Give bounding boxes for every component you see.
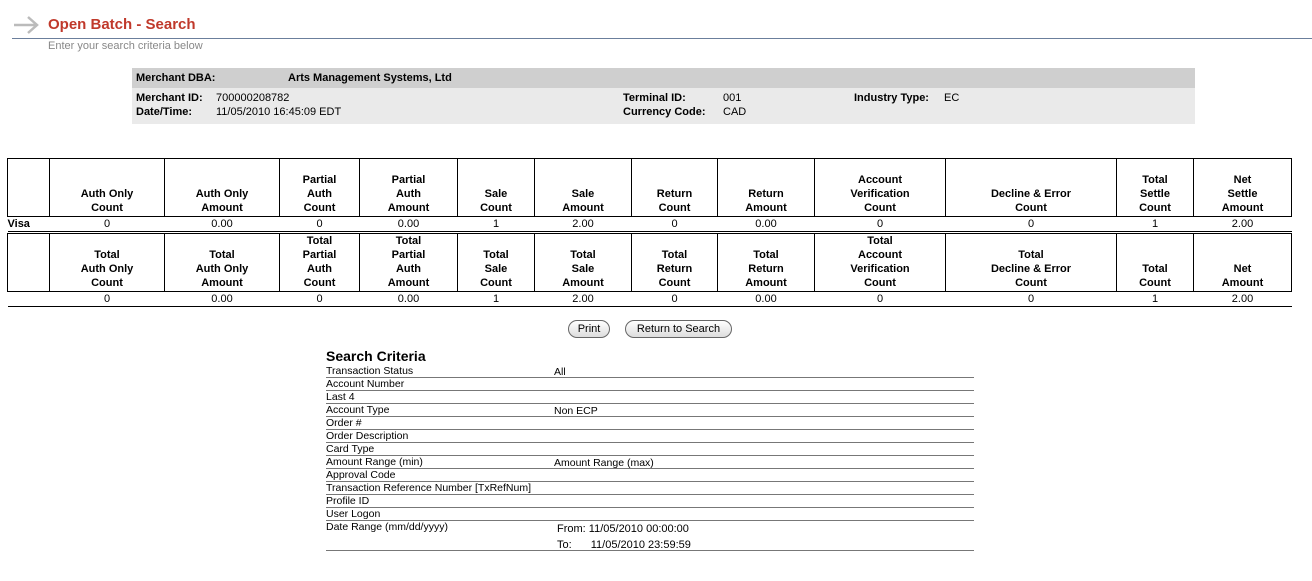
column-header-line: Sale — [484, 263, 508, 275]
column-header-line: Partial — [391, 249, 426, 261]
column-header-line: Total — [570, 249, 596, 261]
date-from — [557, 523, 689, 535]
criteria-row — [326, 482, 974, 495]
column-header-line: Auth — [306, 188, 333, 200]
column-header-line: Total — [661, 249, 688, 261]
arrow-right-icon — [12, 12, 42, 38]
table-cell: 0.00 — [165, 292, 280, 307]
column-header-line — [458, 159, 534, 173]
column-header-line: Account — [858, 174, 902, 186]
column-header-line — [280, 159, 359, 173]
column-header-line — [535, 159, 631, 173]
column-header-line: Total — [753, 249, 779, 261]
table-cell: 0.00 — [718, 217, 815, 232]
column-header-line: Count — [480, 202, 512, 214]
table-cell: 0 — [280, 292, 360, 307]
column-header-line — [946, 159, 1116, 173]
column-header-line — [1117, 234, 1193, 248]
column-header-line — [8, 248, 49, 262]
column-header-line — [8, 187, 49, 201]
column-header-line: Total — [306, 235, 333, 247]
column-header-line: Verification — [850, 263, 910, 275]
column-header-line: Count — [1015, 202, 1047, 214]
criteria-label: Account Number — [326, 378, 405, 390]
column-header-line — [8, 159, 49, 173]
column-header-line — [1194, 234, 1291, 248]
column-header — [718, 159, 815, 217]
table-cell: 0.00 — [718, 292, 815, 307]
column-header — [535, 159, 632, 217]
column-header-line — [8, 276, 49, 290]
merchant-dba-label: Merchant DBA: — [136, 72, 216, 84]
column-header-line — [718, 234, 814, 248]
criteria-label: Profile ID — [326, 495, 370, 507]
column-header-line: Auth Only — [80, 188, 134, 200]
column-header-line — [1117, 248, 1193, 262]
date-to-label: To: — [557, 539, 572, 551]
column-header — [1194, 159, 1292, 217]
column-header-line: Total — [1018, 249, 1044, 261]
column-header-line: Return — [656, 188, 693, 200]
criteria-label: Account Type — [326, 404, 390, 416]
header-divider — [12, 38, 1312, 39]
column-header-line: Total — [1142, 174, 1168, 186]
column-header-line — [360, 159, 457, 173]
currency-code-label: Currency Code: — [623, 106, 706, 118]
search-criteria-title: Search Criteria — [326, 348, 426, 364]
column-header-line — [815, 159, 945, 173]
table-cell: 2.00 — [1194, 217, 1292, 232]
table-cell: 1 — [458, 217, 535, 232]
column-header-line: Return — [656, 263, 693, 275]
criteria-row — [326, 443, 974, 456]
column-header-line — [535, 173, 631, 187]
merchant-id-label: Merchant ID: — [136, 92, 203, 104]
terminal-id-value: 001 — [723, 92, 742, 104]
criteria-label: Last 4 — [326, 391, 355, 403]
column-header-line — [50, 159, 164, 173]
column-header — [632, 234, 718, 292]
date-from-label: From: — [557, 523, 586, 535]
column-header-line: Amount — [562, 202, 604, 214]
column-header — [165, 234, 280, 292]
table-cell: 0 — [50, 217, 165, 232]
criteria-label: Amount Range (min) — [326, 456, 423, 468]
column-header — [8, 159, 50, 217]
column-header-line: Count — [658, 277, 691, 289]
terminal-id-label: Terminal ID: — [623, 92, 686, 104]
column-header-line: Count — [480, 277, 512, 289]
table-cell: 0 — [50, 292, 165, 307]
column-header-line: Count — [658, 202, 691, 214]
table-cell: 0 — [815, 292, 946, 307]
column-header-line — [946, 234, 1116, 248]
column-header-line — [1194, 159, 1291, 173]
table-header-row — [8, 234, 1292, 292]
column-header-line — [50, 173, 164, 187]
column-header — [632, 159, 718, 217]
criteria-value: All — [554, 366, 566, 378]
column-header-line — [718, 159, 814, 173]
datetime-label: Date/Time: — [136, 106, 193, 118]
search-criteria-list — [326, 365, 974, 521]
industry-type-value: EC — [944, 92, 960, 104]
row-label-cell: Visa — [8, 217, 50, 232]
column-header-line: Amount — [745, 277, 787, 289]
column-header-line — [535, 234, 631, 248]
column-header-line: Auth — [306, 263, 333, 275]
column-header-line: Settle — [1227, 188, 1258, 200]
column-header-line: Count — [303, 202, 336, 214]
column-header-line: Decline & Error — [990, 263, 1072, 275]
column-header-line — [50, 234, 164, 248]
column-header-line: Count — [91, 277, 123, 289]
column-header-line — [632, 234, 717, 248]
column-header-line — [165, 159, 279, 173]
column-header-line — [165, 234, 279, 248]
datetime-value: 11/05/2010 16:45:09 EDT — [216, 106, 342, 118]
column-header-line: Amount — [1221, 202, 1264, 214]
criteria-value: Amount Range (max) — [554, 457, 654, 469]
column-header — [50, 234, 165, 292]
column-header — [458, 234, 535, 292]
column-header-line: Sale — [571, 188, 595, 200]
column-header — [458, 159, 535, 217]
column-header-line: Total — [395, 235, 422, 247]
column-header-line: Count — [1139, 202, 1171, 214]
column-header-line: Settle — [1140, 188, 1170, 200]
column-header-line — [8, 201, 49, 215]
column-header-line: Partial — [302, 249, 337, 261]
currency-code-value: CAD — [723, 106, 747, 118]
column-header-line: Total — [1142, 263, 1168, 275]
column-header-line: Amount — [562, 277, 604, 289]
column-header-line — [1117, 159, 1193, 173]
column-header-line — [946, 173, 1116, 187]
criteria-row — [326, 495, 974, 508]
column-header-line: Count — [864, 202, 896, 214]
criteria-label: User Logon — [326, 508, 381, 520]
table-cell: 0 — [280, 217, 360, 232]
merchant-dba-value: Arts Management Systems, Ltd — [288, 72, 452, 84]
column-header-line: Count — [1015, 277, 1047, 289]
column-header-line: Total — [483, 249, 509, 261]
table-cell: 2.00 — [535, 217, 632, 232]
column-header — [280, 159, 360, 217]
column-header-line — [165, 173, 279, 187]
column-header — [1117, 159, 1194, 217]
date-to-value: 11/05/2010 23:59:59 — [590, 539, 691, 551]
table-cell: 2.00 — [535, 292, 632, 307]
row-label-cell — [8, 292, 50, 307]
table-row — [8, 217, 1292, 232]
column-header — [8, 234, 50, 292]
column-header-line: Amount — [201, 277, 243, 289]
column-header-line: Count — [303, 277, 336, 289]
table-cell: 0 — [946, 292, 1117, 307]
criteria-label: Card Type — [326, 443, 375, 455]
column-header-line: Amount — [387, 202, 430, 214]
column-header — [535, 234, 632, 292]
criteria-label: Order # — [326, 417, 362, 429]
table-cell: 0.00 — [360, 217, 458, 232]
date-from-value: 11/05/2010 00:00:00 — [588, 523, 689, 535]
column-header-line: Amount — [1221, 277, 1264, 289]
column-header-line: Count — [91, 202, 123, 214]
merchant-info-panel — [132, 68, 1195, 124]
column-header — [280, 234, 360, 292]
column-header-line: Auth Only — [80, 263, 134, 275]
column-header — [165, 159, 280, 217]
column-header-line: Account — [858, 249, 902, 261]
column-header — [718, 234, 815, 292]
column-header — [1194, 234, 1292, 292]
return-to-search-button[interactable]: Return to Search — [625, 320, 732, 338]
search-criteria-panel — [326, 348, 974, 551]
column-header-line — [1194, 248, 1291, 262]
page-title: Open Batch - Search — [48, 16, 196, 33]
print-button[interactable]: Print — [568, 320, 610, 338]
criteria-row — [326, 404, 974, 417]
column-header-line — [632, 173, 717, 187]
column-header-line: Amount — [387, 277, 430, 289]
date-range-row — [326, 521, 974, 551]
column-header-line — [632, 159, 717, 173]
column-header-line: Return — [748, 188, 784, 200]
table-cell: 0.00 — [360, 292, 458, 307]
table-cell: 0 — [632, 217, 718, 232]
column-header-line — [8, 173, 49, 187]
column-header-line: Amount — [201, 202, 243, 214]
criteria-row — [326, 391, 974, 404]
table-header-row — [8, 159, 1292, 217]
column-header-line: Partial — [302, 174, 337, 186]
table-cell: 0 — [815, 217, 946, 232]
table-cell: 1 — [1117, 217, 1194, 232]
page-subtitle: Enter your search criteria below — [48, 40, 203, 52]
table-row — [8, 292, 1292, 307]
column-header — [360, 234, 458, 292]
column-header — [946, 234, 1117, 292]
column-header-line: Net — [1233, 174, 1252, 186]
column-header-line: Decline & Error — [990, 188, 1072, 200]
column-header-line: Verification — [850, 188, 910, 200]
column-header — [815, 234, 946, 292]
date-range-label: Date Range (mm/dd/yyyy) — [326, 521, 448, 533]
column-header-line: Total — [867, 235, 893, 247]
date-to — [557, 539, 691, 551]
column-header-line: Auth — [395, 188, 422, 200]
column-header-line — [458, 173, 534, 187]
criteria-label: Order Description — [326, 430, 409, 442]
column-header-line: Amount — [745, 202, 787, 214]
column-header-line: Sale — [484, 188, 508, 200]
column-header-line: Count — [864, 277, 896, 289]
criteria-row — [326, 456, 974, 469]
criteria-label: Transaction Reference Number [TxRefNum] — [326, 482, 532, 494]
criteria-label: Transaction Status — [326, 365, 414, 377]
criteria-row — [326, 469, 974, 482]
table-cell: 1 — [1117, 292, 1194, 307]
column-header-line: Auth Only — [195, 263, 249, 275]
table-cell: 0 — [632, 292, 718, 307]
card-summary-table — [7, 158, 1292, 232]
column-header-line: Total — [94, 249, 120, 261]
column-header-line: Return — [748, 263, 784, 275]
column-header-line: Auth Only — [195, 188, 249, 200]
column-header-line — [718, 173, 814, 187]
column-header — [815, 159, 946, 217]
column-header-line: Count — [1139, 277, 1171, 289]
table-cell: 0.00 — [165, 217, 280, 232]
column-header — [946, 159, 1117, 217]
merchant-id-value: 700000208782 — [216, 92, 290, 104]
table-cell: 0 — [946, 217, 1117, 232]
criteria-row — [326, 378, 974, 391]
criteria-row — [326, 430, 974, 443]
industry-type-label: Industry Type: — [854, 92, 929, 104]
criteria-label: Approval Code — [326, 469, 396, 481]
criteria-row — [326, 417, 974, 430]
page-header — [12, 12, 1312, 40]
table-cell: 2.00 — [1194, 292, 1292, 307]
column-header-line: Partial — [391, 174, 426, 186]
table-cell: 1 — [458, 292, 535, 307]
column-header — [1117, 234, 1194, 292]
column-header-line: Sale — [571, 263, 595, 275]
column-header-line: Total — [209, 249, 235, 261]
criteria-row — [326, 365, 974, 378]
criteria-row — [326, 508, 974, 521]
column-header-line — [8, 234, 49, 248]
column-header-line: Net — [1233, 263, 1252, 275]
column-header — [360, 159, 458, 217]
column-header-line: Auth — [395, 263, 422, 275]
batch-totals-table — [7, 233, 1292, 307]
column-header — [50, 159, 165, 217]
column-header-line — [458, 234, 534, 248]
criteria-value: Non ECP — [554, 405, 598, 417]
column-header-line — [8, 262, 49, 276]
